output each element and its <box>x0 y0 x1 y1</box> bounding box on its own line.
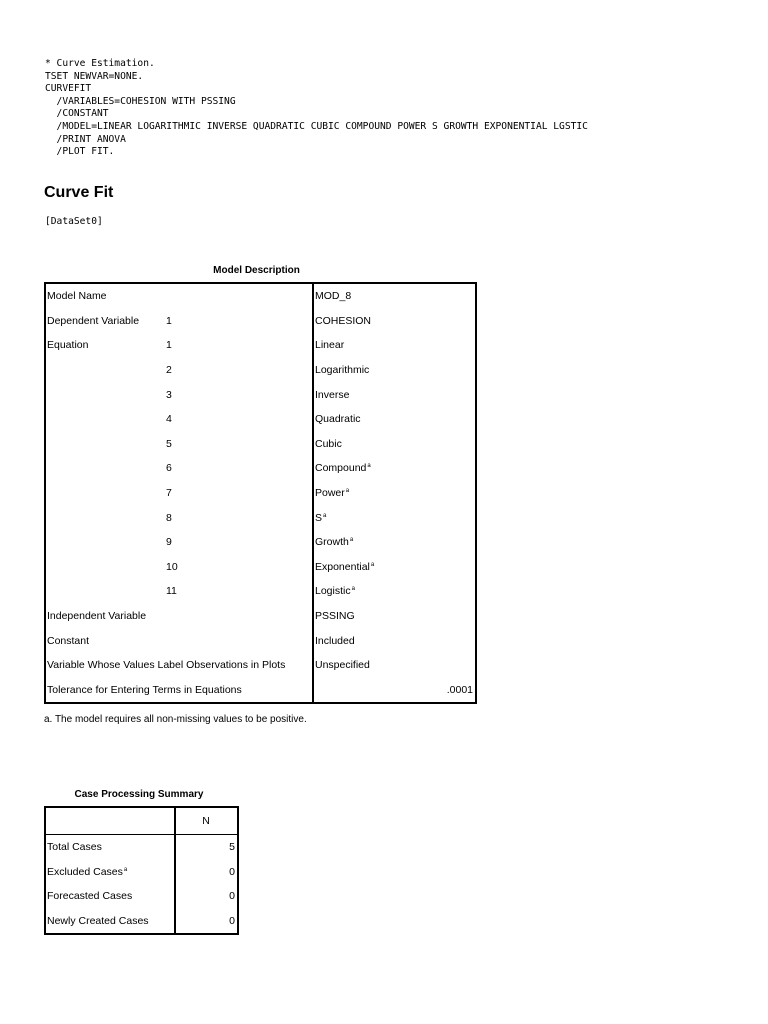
model-row-value <box>313 407 476 432</box>
model-row-label: Tolerance for Entering Terms in Equations <box>47 683 242 696</box>
model-row <box>45 333 476 358</box>
model-row-value <box>313 579 476 604</box>
model-row-index: 5 <box>166 437 172 450</box>
syntax-line: /MODEL=LINEAR LOGARITHMIC INVERSE QUADRATIC CUBIC COMPOUND POWER S GROWTH EXPONENTIAL LGSTIC <box>45 120 588 132</box>
case-row-value: 0 <box>229 865 235 878</box>
syntax-log <box>45 58 588 159</box>
model-row-index <box>164 628 313 653</box>
model-value-text: COHESION <box>315 314 372 327</box>
model-row-value <box>313 530 476 555</box>
model-row <box>45 653 476 678</box>
case-row-label <box>45 884 175 909</box>
model-row-index: 6 <box>166 462 172 475</box>
model-description-title: Model Description <box>213 265 300 276</box>
case-header-blank <box>45 807 175 835</box>
syntax-line: /VARIABLES=COHESION WITH PSSING <box>45 95 236 107</box>
model-row-index: 2 <box>166 364 172 377</box>
case-row-label <box>45 860 175 885</box>
model-row-label <box>45 407 164 432</box>
model-value-text: Quadratic <box>315 413 361 426</box>
model-description-table <box>44 282 477 704</box>
syntax-line: * Curve Estimation. <box>45 58 155 69</box>
footnote-marker: a <box>123 866 128 873</box>
model-row-index: 7 <box>166 487 172 500</box>
model-row-label: Variable Whose Values Label Observations in Plots <box>47 659 286 672</box>
model-row <box>45 358 476 383</box>
syntax-line: /PRINT ANOVA <box>45 133 126 145</box>
dataset-label: [DataSet0] <box>45 216 103 227</box>
model-row-index: 8 <box>166 511 172 524</box>
model-row-label <box>45 382 164 407</box>
model-row-index: 9 <box>166 536 172 549</box>
model-row <box>45 628 476 653</box>
model-row <box>45 309 476 334</box>
case-processing-table <box>44 806 239 935</box>
model-row-label <box>45 555 164 580</box>
model-row-value <box>313 555 476 580</box>
case-label-text: Forecasted Cases <box>47 890 133 903</box>
output-heading: Curve Fit <box>44 184 114 201</box>
model-row-value <box>313 653 476 678</box>
model-row <box>45 678 476 704</box>
model-row-label: Independent Variable <box>47 610 147 623</box>
model-value-text: Power <box>315 487 345 500</box>
footnote-marker: a <box>370 561 375 568</box>
model-row-value <box>313 309 476 334</box>
model-row <box>45 579 476 604</box>
model-value-text: .0001 <box>446 683 473 696</box>
model-row-index: 1 <box>166 314 172 327</box>
syntax-line: /CONSTANT <box>45 108 109 120</box>
model-row-value <box>313 456 476 481</box>
model-row <box>45 382 476 407</box>
case-row <box>45 909 238 935</box>
syntax-line: TSET NEWVAR=NONE. <box>45 70 144 82</box>
model-row-label <box>45 432 164 457</box>
case-label-text: Excluded Cases <box>47 865 123 878</box>
model-row <box>45 407 476 432</box>
footnote-marker: a <box>351 586 355 593</box>
syntax-line: CURVEFIT <box>45 83 92 95</box>
model-row <box>45 505 476 530</box>
model-row-label: Dependent Variable <box>47 314 140 327</box>
case-row-value: 5 <box>229 841 235 854</box>
footnote-marker: a <box>345 488 350 495</box>
model-row <box>45 604 476 629</box>
syntax-line: /PLOT FIT. <box>45 146 115 158</box>
model-row-index <box>164 604 313 629</box>
model-row-value <box>313 628 476 653</box>
case-header-n: N <box>175 807 238 835</box>
model-row <box>45 555 476 580</box>
model-row-value <box>313 358 476 383</box>
model-value-text: Compound <box>315 462 367 475</box>
model-row <box>45 283 476 309</box>
model-row <box>45 530 476 555</box>
model-row-label <box>45 481 164 506</box>
model-row-index: 10 <box>166 560 178 573</box>
model-value-text: PSSING <box>315 610 355 623</box>
model-value-text: MOD_8 <box>315 290 352 303</box>
model-row-value <box>313 505 476 530</box>
model-row <box>45 456 476 481</box>
case-header-row <box>45 807 238 835</box>
model-row-label <box>45 358 164 383</box>
model-value-text: Logistic <box>315 585 351 598</box>
model-row-value <box>313 382 476 407</box>
model-row-value <box>313 678 476 704</box>
case-row-label <box>45 835 175 860</box>
model-row-label: Constant <box>47 634 90 647</box>
model-row-value <box>313 333 476 358</box>
case-row-value: 0 <box>229 890 235 903</box>
case-label-text: Newly Created Cases <box>47 915 149 928</box>
case-row <box>45 835 238 860</box>
model-row-index: 4 <box>166 413 172 426</box>
model-row-label <box>45 505 164 530</box>
model-value-text: Included <box>315 634 355 647</box>
model-footnote: a. The model requires all non-missing values to be positive. <box>44 714 307 725</box>
case-row-value: 0 <box>229 915 235 928</box>
footnote-marker: a <box>323 512 327 519</box>
model-value-text: Inverse <box>315 388 350 401</box>
model-value-text: Growth <box>315 536 349 549</box>
model-row-index: 1 <box>166 339 172 352</box>
model-row-label <box>45 530 164 555</box>
model-value-text: S <box>315 511 323 524</box>
case-label-text: Total Cases <box>47 841 102 854</box>
model-row-value <box>313 432 476 457</box>
model-row-label: Model Name <box>47 290 107 303</box>
model-row-index: 3 <box>166 388 172 401</box>
model-value-text: Linear <box>315 339 345 352</box>
model-row-value <box>313 283 476 309</box>
model-value-text: Logarithmic <box>315 364 370 377</box>
case-summary-title: Case Processing Summary <box>74 789 204 800</box>
model-value-text: Unspecified <box>315 659 370 672</box>
model-row <box>45 481 476 506</box>
footnote-marker: a <box>349 537 354 544</box>
case-row <box>45 884 238 909</box>
model-value-text: Cubic <box>315 437 342 450</box>
model-row-index <box>164 283 313 309</box>
footnote-marker: a <box>367 463 371 470</box>
case-row-label <box>45 909 175 935</box>
model-row-label <box>45 456 164 481</box>
model-value-text: Exponential <box>315 560 370 573</box>
model-row-value <box>313 481 476 506</box>
model-row-label: Equation <box>47 339 89 352</box>
model-row <box>45 432 476 457</box>
model-row-label <box>45 579 164 604</box>
model-row-index: 11 <box>166 585 177 598</box>
case-row <box>45 860 238 885</box>
model-row-value <box>313 604 476 629</box>
